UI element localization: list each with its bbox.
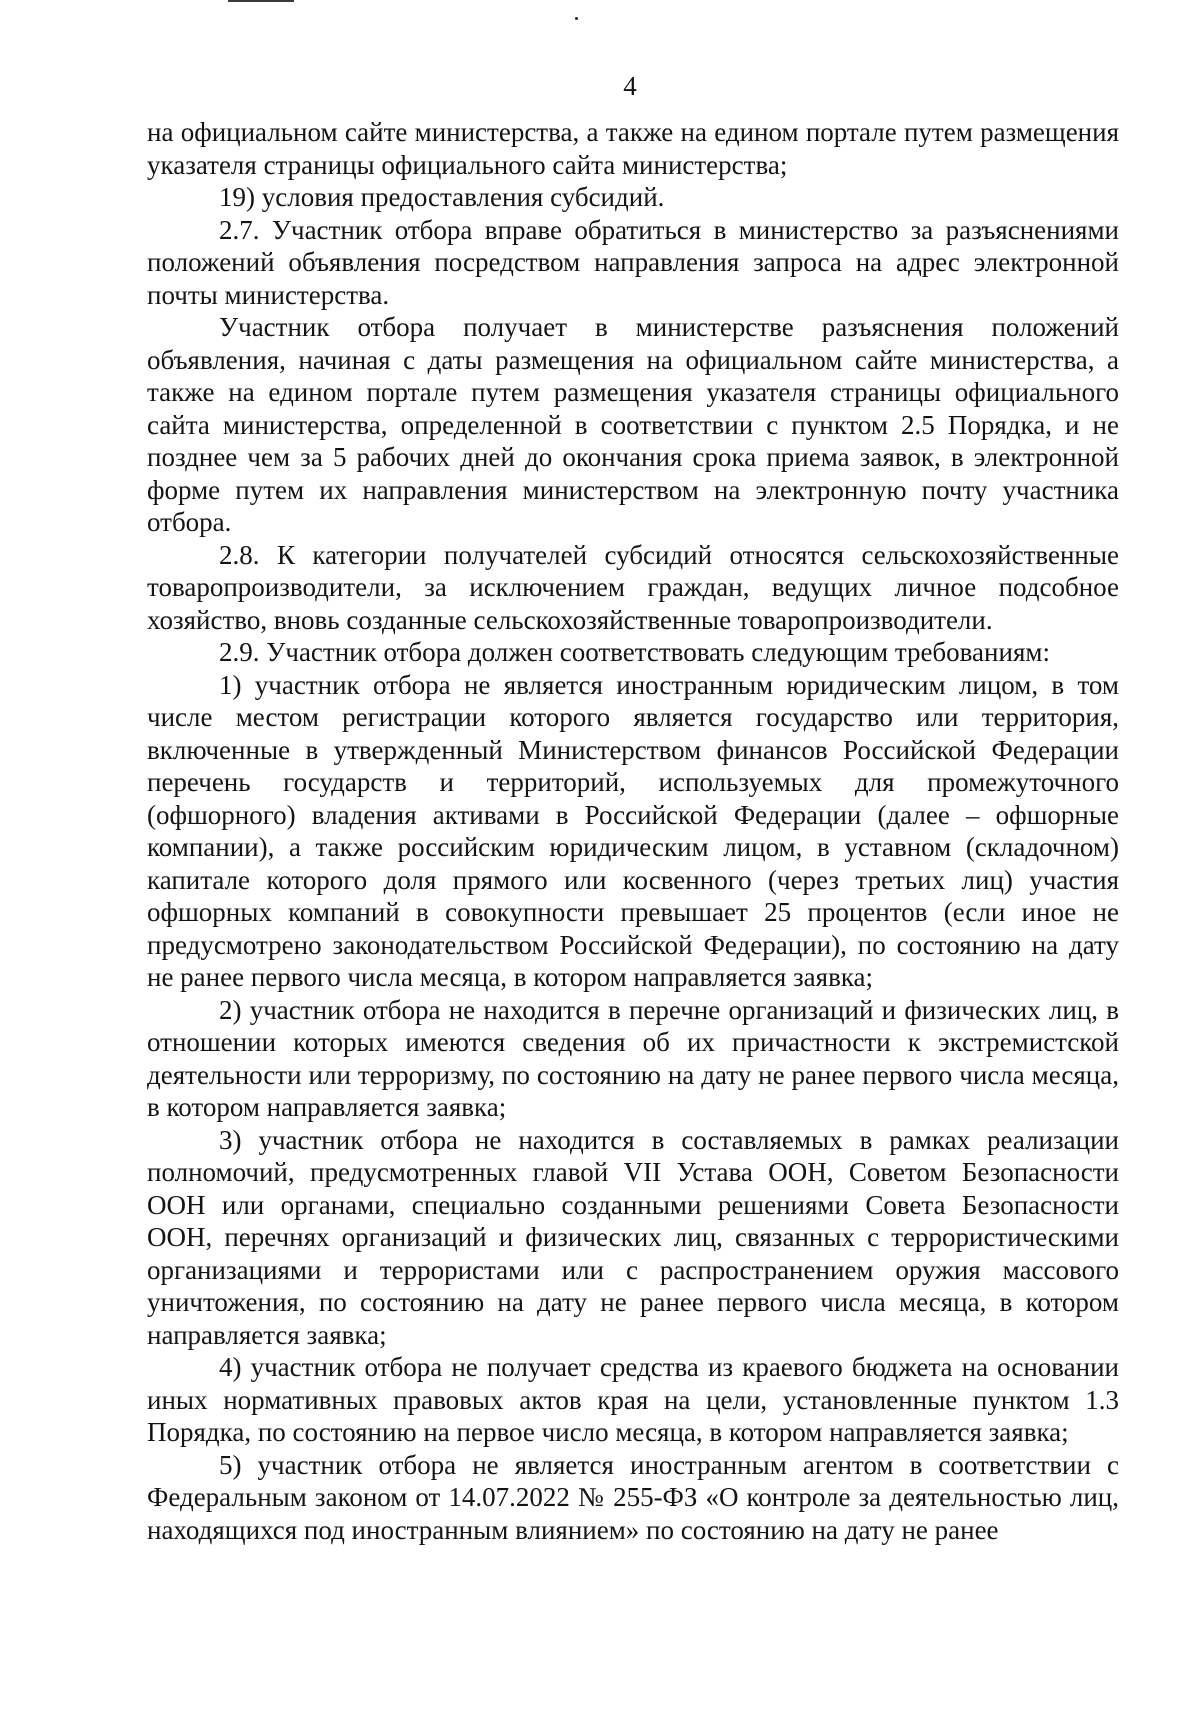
paragraph-requirement-1: 1) участник отбора не является иностранным юридическим лицом, в том числе местом регистрации которого является государство или территория, включенные в утвержденный Министерством финансов Российской Федерации перечень государств и территорий, используемых для промежуточного (офшорного) владения активами в Российской Федерации (далее – офшорные компании), а также российским юридическим лицом, в уставном (складочном) капитале которого доля прямого или косвенного (через третьих лиц) участия офшорных компаний в совокупности превышает 25 процентов (если иное не предусмотрено законодательством Российской Федерации), по состоянию на дату не ранее первого числа месяца, в котором направляется заявка; (147, 669, 1119, 992)
paragraph-2-8: 2.8. К категории получателей субсидий относятся сельскохозяйственные товаропроизводители, за исключением граждан, ведущих личное подсобное хозяйство, вновь созданные сельскохозяйственные товаропроизводители. (147, 539, 1119, 635)
paragraph-clarifications: Участник отбора получает в министерстве разъяснения положений объявления, начиная с даты размещения на официальном сайте министерства, а также на едином портале путем размещения указателя страницы официального сайта министерства, определенной в соответствии с пунктом 2.5 Порядка, и не позднее чем за 5 рабочих дней до окончания срока приема заявок, в электронной форме путем их направления министерством на электронную почту участника отбора. (147, 312, 1119, 537)
scan-artifact-line (228, 0, 294, 2)
paragraph-requirement-5: 5) участник отбора не является иностранным агентом в соответствии с Федеральным законом от 14.07.2022 № 255-ФЗ «О контроле за деятельностью лиц, находящихся под иностранным влиянием» по состоянию на дату не ранее (147, 1449, 1119, 1545)
paragraph-requirement-3: 3) участник отбора не находится в составляемых в рамках реализации полномочий, предусмотренных главой VII Устава ООН, Советом Безопасности ООН или органами, специально созданными решениями Совета Безопасности ООН, перечнях организаций и физических лиц, связанных с террористическими организациями и террористами или с распространением оружия массового уничтожения, по состоянию на дату не ранее первого числа месяца, в котором направляется заявка; (147, 1124, 1119, 1350)
paragraph-requirement-2: 2) участник отбора не находится в перечне организаций и физических лиц, в отношении которых имеются сведения об их причастности к экстремистской деятельности или терроризму, по состоянию на дату не ранее первого числа месяца, в котором направляется заявка; (147, 994, 1119, 1122)
paragraph-2-9: 2.9. Участник отбора должен соответствовать следующим требованиям: (219, 637, 1050, 667)
paragraph-item-19: 19) условия предоставления субсидий. (219, 182, 665, 212)
paragraph-continuation: на официальном сайте министерства, а также на едином портале путем размещения указателя страницы официального сайта министерства; (147, 117, 1119, 180)
paragraph-2-7: 2.7. Участник отбора вправе обратиться в министерство за разъяснениями положений объявления посредством направления запроса на адрес электронной почты министерства. (147, 214, 1119, 310)
page-number: 4 (623, 71, 637, 101)
paragraph-requirement-4: 4) участник отбора не получает средства из краевого бюджета на основании иных нормативных правовых актов края на цели, установленные пунктом 1.3 Порядка, по состоянию на первое число месяца, в котором направляется заявка; (147, 1352, 1119, 1447)
scan-artifact-dot (575, 17, 578, 20)
document-body (147, 116, 1119, 1546)
